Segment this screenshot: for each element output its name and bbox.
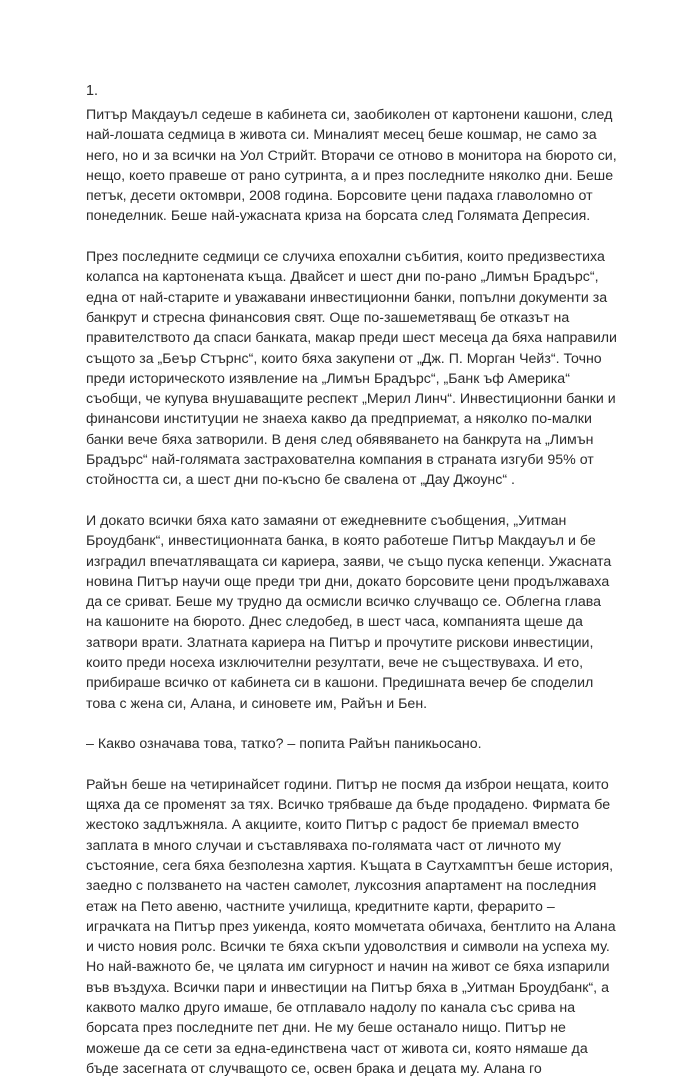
paragraph: Питър Макдауъл седеше в кабинета си, заобиколен от картонени кашони, след най-лошата седмица в живота си. Миналият месец беше кошмар, не само за него, но и за всички на Уол Стрийт. Вторачи се отново в монитора на бюрото си, нещо, което правеше от рано сутринта, а и през последните няколко дни. Беше петък, десети октомври, 2008 година. Борсовите цени падаха главоломно от понеделник. Беше най-ужасната криза на борсата след Голямата Депресия. — [86, 107, 617, 225]
paragraph: През последните седмици се случиха епохални събития, които предизвестиха колапса на картонената къща. Двайсет и шест дни по-рано „Лимън Брадърс“, една от най-старите и уважавани инвестиционни банки, попълни документи за банкрут и стресна финансовия свят. Още по-зашеметяващ бе отказът на правителството да спаси банката, макар преди шест месеца да бяха направили същото за „Беър Стърнс“, които бяха закупени от „Дж. П. Морган Чейз“. Точно преди историческото изявление на „Лимън Брадърс“, „Банк ъф Америка“ съобщи, че купува внушаващите респект „Мерил Линч“. Инвестиционни банки и финансови институции не знаеха какво да предприемат, а няколко по-малки банки вече бяха затворили. В деня след обявяването на банкрута на „Лимън Брадърс“ най-голямата застрахователна компания в страната изгуби 95% от стойността си, а шест дни по-късно бе свалена от „Дау Джоунс“ . — [86, 249, 617, 489]
dialogue-paragraph: – Какво означава това, татко? – попита Райън паникьосано. — [86, 736, 482, 753]
chapter-number: 1. — [86, 83, 99, 99]
chapter-body — [86, 105, 626, 1079]
paragraph: И докато всички бяха като замаяни от ежедневните съобщения, „Уитман Броудбанк“, инвестиционната банка, в която работеше Питър Макдауъл и бе изградил впечатляващата си кариера, заяви, че също пуска кепенци. Ужасната новина Питър научи още преди три дни, докато борсовите цени продължаваха да се сриват. Беше му трудно да осмисли всичко случващо се. Облегна глава на кашоните на бюрото. Днес следобед, в шест часа, компанията щеше да затвори врати. Златната кариера на Питър и прочутите рискови инвестиции, които преди носеха изключителни резултати, вече не съществуваха. И ето, прибираше всичко от кабинета си в кашони. Предишната вечер бе споделил това с жена си, Алана, и синовете им, Райън и Бен. — [86, 512, 612, 712]
paragraph: Райън беше на четиринайсет години. Питър не посмя да изброи нещата, които щяха да се променят за тях. Всичко трябваше да бъде продадено. Фирмата бе жестоко задлъжняла. А акциите, които Питър с радост бе приемал вместо заплата в много случаи и съставляваха по-голямата част от личното му състояние, сега бяха безполезна хартия. Къщата в Саутхамптън беше история, заедно с ползването на частен самолет, луксозния апартамент на последния етаж на Пето авеню, частните училища, кредитните карти, ферарито – играчката на Питър през уикенда, която момчетата обичаха, бентлито на Алана и чисто новия ролс. Всички те бяха скъпи удоволствия и символи на успеха му. Но най-важното бе, че цялата им сигурност и начин на живот се бяха изпарили във въздуха. Всички пари и инвестиции на Питър бяха в „Уитман Броудбанк“, а каквото малко друго имаше, бе отплавало надолу по канала със срива на борсата през последните пет дни. Не му беше останало нищо. Питър не можеше да се сети за една-единствена част от живота си, която нямаше да бъде засегната от случващото се, освен брака и децата му. Алана го — [86, 776, 616, 1077]
